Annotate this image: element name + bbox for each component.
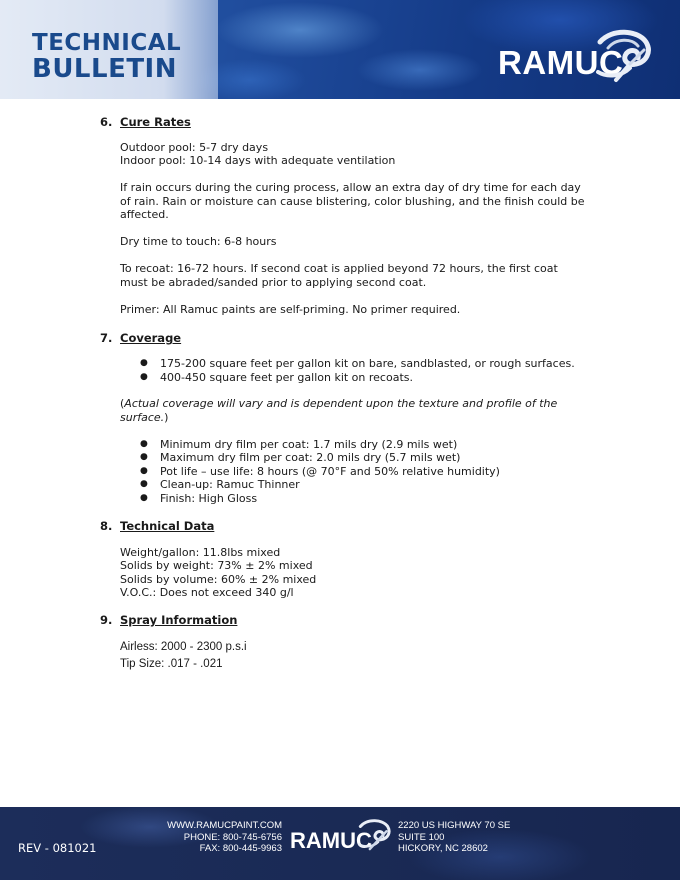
list-item-text: 175-200 square feet per gallon kit on bare, sandblasted, or rough surfaces. — [160, 357, 575, 370]
revision-code: REV - 081021 — [18, 841, 97, 855]
address-block — [398, 820, 510, 855]
list-item-text: Pot life – use life: 8 hours (@ 70°F and 50% relative humidity) — [160, 465, 500, 478]
cure-outdoor-text: Outdoor pool: 5-7 dry days — [120, 141, 269, 154]
tech-data-line: Weight/gallon: 11.8lbs mixed — [120, 546, 281, 559]
cure-rain-line: If rain occurs during the curing process, allow an extra day of dry time for each day — [120, 181, 581, 194]
tech-data-line: Solids by volume: 60% ± 2% mixed — [120, 573, 317, 586]
spray-info-line: Airless: 2000 - 2300 p.s.i — [120, 641, 247, 653]
list-item-text: Maximum dry film per coat: 2.0 mils dry (5.7 mils wet) — [160, 451, 461, 464]
coverage-note-line — [120, 411, 600, 425]
footer-banner — [0, 807, 680, 880]
bullet-icon: ● — [140, 479, 148, 489]
title-line-bulletin: BULLETIN — [32, 54, 177, 84]
fax-number: FAX: 800-445-9963 — [199, 843, 282, 854]
note-close-paren: ) — [164, 411, 169, 424]
brand-logo-text: RAMUC — [498, 44, 624, 81]
cure-recoat-line: To recoat: 16-72 hours. If second coat is applied beyond 72 hours, the first coat — [120, 262, 558, 275]
bullet-icon: ● — [140, 358, 148, 368]
address-line: SUITE 100 — [398, 831, 445, 843]
section-number: 6. — [100, 115, 113, 129]
section-title: Cure Rates — [120, 115, 191, 129]
section-title: Spray Information — [120, 613, 238, 627]
section-number: 7. — [100, 331, 113, 345]
section-number: 8. — [100, 519, 113, 533]
tech-data-line: V.O.C.: Does not exceed 340 g/l — [120, 586, 294, 599]
section-number: 9. — [100, 613, 113, 627]
section-heading-spray-information — [100, 613, 237, 627]
section-heading-technical-data — [100, 519, 214, 533]
brand-wave-logo-icon — [586, 28, 660, 88]
list-item-text: 400-450 square feet per gallon kit on recoats. — [160, 371, 413, 384]
bullet-icon: ● — [140, 493, 148, 503]
section-heading-cure-rates — [100, 115, 191, 129]
address-line: HICKORY, NC 28602 — [398, 843, 488, 854]
list-item-text: Finish: High Gloss — [160, 492, 258, 505]
cure-rain-line: of rain. Rain or moisture can cause blistering, color blushing, and the finish could be — [120, 195, 585, 208]
website-link[interactable]: WWW.RAMUCPAINT.COM — [167, 820, 282, 831]
spray-info-line: Tip Size: .017 - .021 — [120, 658, 223, 670]
section-heading-coverage — [100, 331, 181, 345]
bullet-icon: ● — [140, 372, 148, 382]
cure-rain-line: affected. — [120, 208, 169, 221]
footer-brand-wave-logo-icon — [352, 815, 396, 857]
list-item-text: Minimum dry film per coat: 1.7 mils dry (2.9 mils wet) — [160, 438, 458, 451]
list-item-text: Clean-up: Ramuc Thinner — [160, 478, 300, 491]
note-open-paren: ( — [120, 397, 125, 410]
bullet-icon: ● — [140, 439, 148, 449]
note-italic-text: Actual coverage will vary and is dependent upon the texture and profile of the — [124, 397, 558, 410]
bullet-icon: ● — [140, 452, 148, 462]
title-line-technical: TECHNICAL — [32, 30, 182, 56]
tech-data-line: Solids by weight: 73% ± 2% mixed — [120, 559, 313, 572]
note-italic-text: surface. — [120, 411, 165, 424]
section-title: Technical Data — [120, 519, 215, 533]
cure-primer-text: Primer: All Ramuc paints are self-priming. No primer required. — [120, 303, 461, 316]
coverage-note-line — [120, 397, 600, 411]
address-line: 2220 US HIGHWAY 70 SE — [398, 820, 511, 831]
footer-brand-logo-text: RAMUC — [290, 828, 372, 853]
contact-info — [167, 820, 282, 855]
cure-indoor-text: Indoor pool: 10-14 days with adequate ventilation — [120, 154, 396, 167]
section-title: Coverage — [120, 331, 182, 345]
bullet-icon: ● — [140, 466, 148, 476]
cure-recoat-line: must be abraded/sanded prior to applying second coat. — [120, 276, 427, 289]
cure-dry-touch-text: Dry time to touch: 6-8 hours — [120, 235, 277, 248]
header-banner — [0, 0, 680, 99]
phone-number: PHONE: 800-745-6756 — [183, 831, 282, 843]
page-title — [32, 30, 212, 82]
